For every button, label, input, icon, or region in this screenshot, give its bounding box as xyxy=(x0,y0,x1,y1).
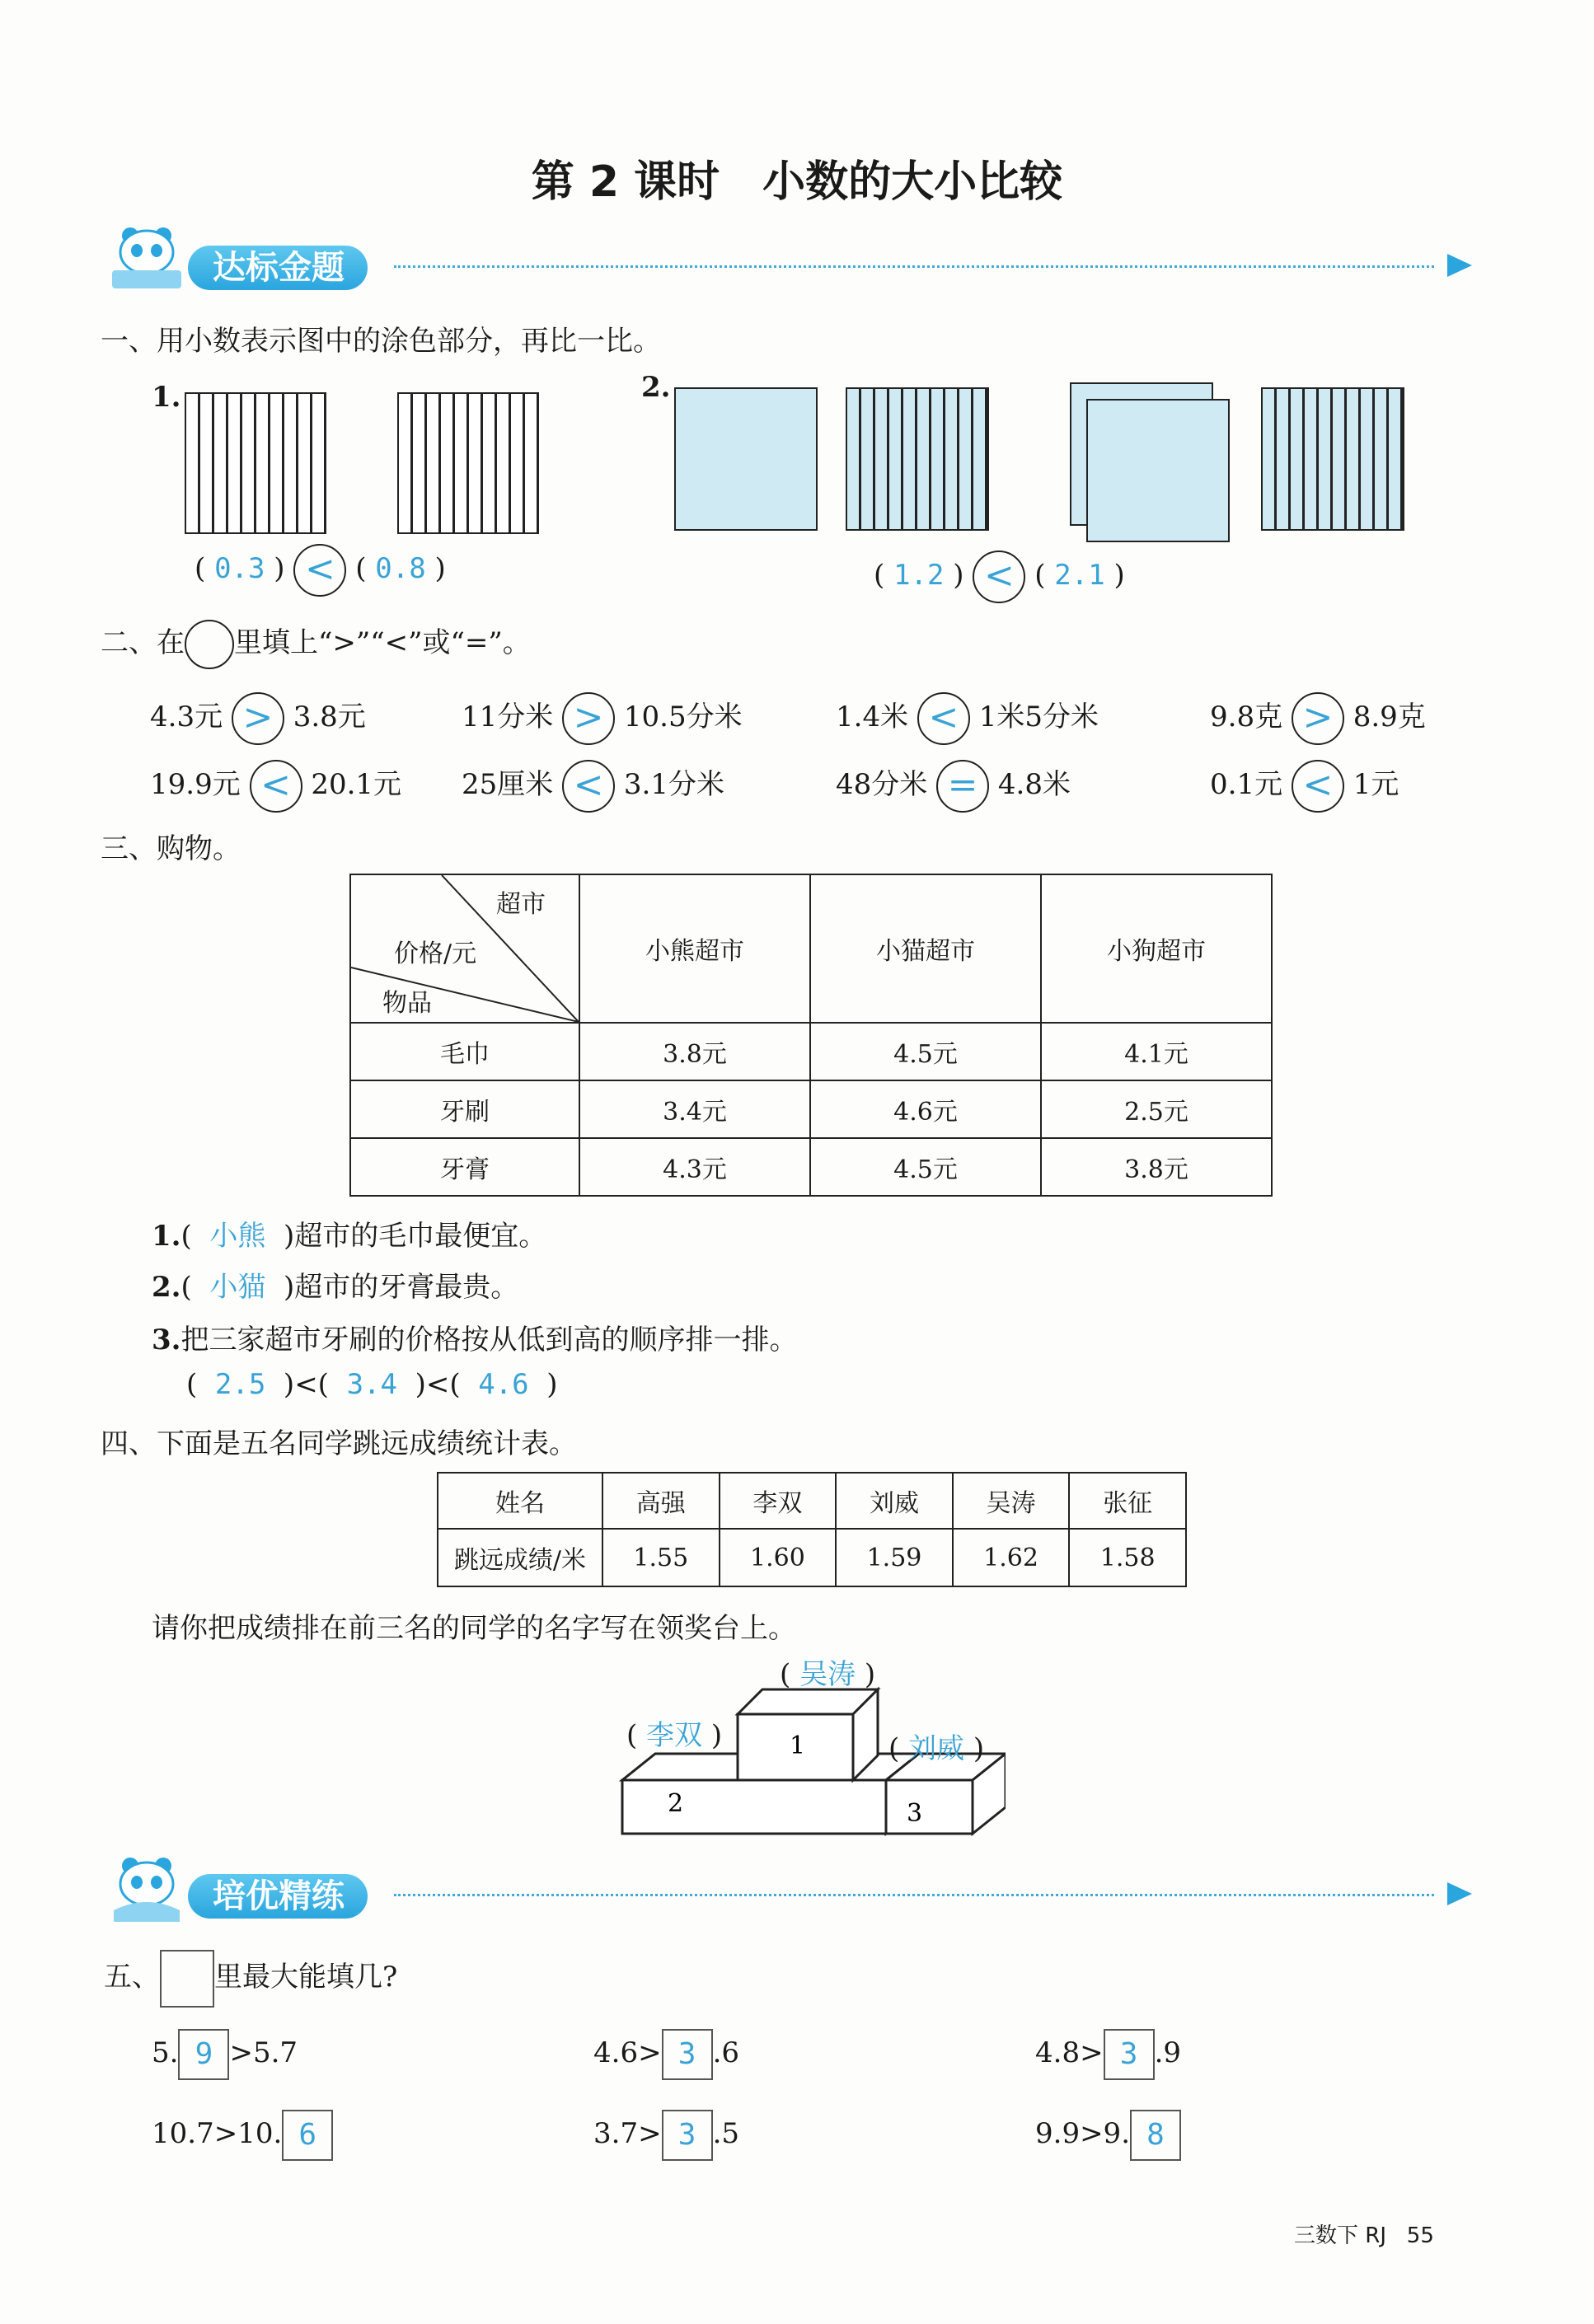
text: 超市的毛巾最便宜。 xyxy=(294,1220,547,1253)
answer-box: 3 xyxy=(662,2029,713,2080)
answer-circle: > xyxy=(562,692,615,745)
left: 1.4米 xyxy=(836,700,909,733)
left: 19.9元 xyxy=(150,768,241,801)
store-header: 小猫超市 xyxy=(810,874,1041,1023)
answer-circle: < xyxy=(250,760,302,813)
podium-instruction: 请你把成绩排在前三名的同学的名字写在领奖台上。 xyxy=(152,1612,796,1645)
answer-circle: > xyxy=(232,692,284,745)
answer: 小猫 xyxy=(209,1271,266,1304)
shaded-bars-0-1 xyxy=(1261,387,1404,531)
answer: 4.6 xyxy=(478,1368,529,1401)
podium-third: ( 刘威 ) xyxy=(888,1732,985,1765)
answer-box: 3 xyxy=(1104,2029,1155,2080)
fill-item xyxy=(1035,2029,1181,2080)
header-label: 姓名 xyxy=(438,1473,602,1529)
price-table xyxy=(349,874,1273,1197)
answer-box: 3 xyxy=(662,2110,713,2161)
item-cell: 牙膏 xyxy=(350,1138,579,1196)
right: 1米5分米 xyxy=(978,700,1099,733)
answer: 3.4 xyxy=(346,1368,397,1401)
num: 1. xyxy=(152,1220,181,1253)
right: 4.8米 xyxy=(997,768,1071,801)
left: 0.1元 xyxy=(1210,768,1283,801)
post: .6 xyxy=(712,2036,740,2069)
shaded-bars-0-2 xyxy=(846,387,989,531)
page-number: 55 xyxy=(1406,2223,1434,2248)
store-header: 小狗超市 xyxy=(1041,874,1272,1023)
heading-suffix: 里填上“>”“<”或“=”。 xyxy=(234,626,531,659)
full-square xyxy=(674,387,818,531)
podium-number-3: 3 xyxy=(907,1799,923,1828)
name-cell: 吴涛 xyxy=(953,1473,1070,1529)
empty-circle xyxy=(185,620,234,669)
score-cell: 1.58 xyxy=(1069,1529,1186,1586)
price-cell: 4.5元 xyxy=(810,1023,1041,1080)
name-cell: 张征 xyxy=(1069,1473,1186,1529)
answer-box: 9 xyxy=(178,2029,229,2080)
price-cell: 2.5元 xyxy=(1041,1080,1272,1138)
heading-prefix: 五、 xyxy=(104,1961,160,1994)
answer: 0.8 xyxy=(375,552,426,585)
answer: 2.1 xyxy=(1054,559,1105,592)
price-cell: 4.6元 xyxy=(810,1080,1041,1138)
left: 11分米 xyxy=(462,700,554,733)
answer-circle: = xyxy=(936,760,989,813)
question-2-heading xyxy=(101,620,531,669)
empty-box xyxy=(160,1950,214,2008)
sub-question-2: 2.( 小猫 )超市的牙膏最贵。 xyxy=(152,1271,519,1304)
heading-suffix: 里最大能填几? xyxy=(214,1961,398,1994)
question-3-heading: 三、购物。 xyxy=(101,832,241,865)
panda-icon xyxy=(105,1853,188,1922)
corner-cell xyxy=(350,874,579,1023)
answer: 0.3 xyxy=(214,552,265,585)
podium-number-1: 1 xyxy=(790,1731,806,1760)
price-cell: 3.8元 xyxy=(1041,1138,1272,1196)
corner-top: 超市 xyxy=(496,890,546,919)
price-cell: 3.4元 xyxy=(579,1080,810,1138)
name-cell: 李双 xyxy=(720,1473,837,1529)
price-cell: 4.3元 xyxy=(579,1138,810,1196)
answer-box: 8 xyxy=(1130,2110,1181,2161)
num: 2. xyxy=(152,1271,181,1304)
corner-bottom: 物品 xyxy=(382,989,432,1018)
page-footer xyxy=(1294,2219,1434,2249)
right: 8.9克 xyxy=(1353,700,1426,733)
question-5-heading xyxy=(104,1950,397,2008)
problem-number: 1. xyxy=(152,381,181,414)
answer-box: 6 xyxy=(282,2110,333,2161)
post: .9 xyxy=(1154,2036,1182,2069)
section-banner-2: 培优精练 xyxy=(188,1874,368,1919)
score-cell: 1.59 xyxy=(836,1529,953,1586)
item-cell: 毛巾 xyxy=(350,1023,579,1080)
answer-circle: < xyxy=(973,551,1025,603)
text: 超市的牙膏最贵。 xyxy=(294,1271,519,1304)
corner-mid: 价格/元 xyxy=(394,939,477,968)
num: 3. xyxy=(152,1324,181,1356)
arrow-right-icon xyxy=(1447,1882,1472,1905)
section-banner-1: 达标金题 xyxy=(188,246,368,290)
store-header: 小熊超市 xyxy=(579,874,810,1023)
pre: 4.6> xyxy=(593,2036,662,2069)
price-cell: 4.5元 xyxy=(810,1138,1041,1196)
problem-number: 2. xyxy=(641,371,671,404)
pre: 4.8> xyxy=(1035,2036,1104,2069)
score-cell: 1.60 xyxy=(720,1529,837,1586)
post: .5 xyxy=(712,2117,740,2150)
question-4-heading: 四、下面是五名同学跳远成绩统计表。 xyxy=(101,1427,577,1460)
answer: 小熊 xyxy=(209,1220,266,1253)
shaded-bars-0-3 xyxy=(185,392,326,534)
item-cell: 牙刷 xyxy=(350,1080,579,1138)
fill-item xyxy=(1035,2110,1181,2161)
answer-circle: > xyxy=(1292,692,1344,745)
pre: 5. xyxy=(152,2036,179,2069)
left: 9.8克 xyxy=(1210,700,1283,733)
answer-circle: < xyxy=(562,760,615,813)
right: 10.5分米 xyxy=(623,700,743,733)
answer: 1.2 xyxy=(893,559,945,592)
text: 把三家超市牙刷的价格按从低到高的顺序排一排。 xyxy=(180,1324,798,1356)
heading-prefix: 二、在 xyxy=(101,626,185,659)
answer-circle: < xyxy=(917,692,970,745)
compare-row-2 xyxy=(150,760,1485,818)
price-cell: 4.1元 xyxy=(1041,1023,1272,1080)
sub-question-1: 1.( 小熊 )超市的毛巾最便宜。 xyxy=(152,1220,547,1253)
answer: 刘威 xyxy=(908,1732,965,1765)
comparison-2: ( 1.2 ) < ( 2.1 ) xyxy=(874,551,1125,603)
divider xyxy=(394,1894,1434,1896)
compare-row-1 xyxy=(150,692,1485,750)
score-cell: 1.55 xyxy=(602,1529,720,1586)
right: 20.1元 xyxy=(311,768,402,801)
answer-circle: < xyxy=(1292,760,1344,813)
answer: 吴涛 xyxy=(799,1658,856,1691)
left: 4.3元 xyxy=(150,700,223,733)
post: >5.7 xyxy=(229,2036,298,2069)
price-cell: 3.8元 xyxy=(579,1023,810,1080)
full-square-front xyxy=(1086,399,1230,542)
question-1-heading: 一、用小数表示图中的涂色部分，再比一比。 xyxy=(101,325,661,358)
fill-item xyxy=(152,2029,298,2080)
left: 48分米 xyxy=(836,768,928,801)
fill-item xyxy=(593,2029,739,2080)
arrow-right-icon xyxy=(1447,254,1472,277)
pre: 10.7>10. xyxy=(152,2117,283,2150)
answer: 李双 xyxy=(646,1719,703,1752)
panda-icon xyxy=(105,223,188,292)
divider xyxy=(394,265,1434,268)
pre: 9.9>9. xyxy=(1035,2117,1130,2150)
row-label: 跳远成绩/米 xyxy=(438,1529,602,1586)
page-title: 第 2 课时 小数的大小比较 xyxy=(531,157,1063,207)
answer: 2.5 xyxy=(214,1368,266,1401)
fill-item xyxy=(593,2110,739,2161)
fill-item xyxy=(152,2110,333,2161)
name-cell: 刘威 xyxy=(836,1473,953,1529)
name-cell: 高强 xyxy=(602,1473,720,1529)
score-table xyxy=(437,1472,1187,1587)
score-cell: 1.62 xyxy=(953,1529,1070,1586)
podium-number-2: 2 xyxy=(668,1789,684,1818)
order-answer: ( 2.5 )<( 3.4 )<( 4.6 ) xyxy=(186,1368,558,1401)
sub-question-3 xyxy=(152,1317,798,1357)
right: 1元 xyxy=(1353,768,1399,801)
comparison-1: ( 0.3 ) < ( 0.8 ) xyxy=(195,544,446,597)
podium-first: ( 吴涛 ) xyxy=(780,1658,876,1691)
podium-second: ( 李双 ) xyxy=(626,1719,723,1752)
right: 3.1分米 xyxy=(623,768,724,801)
answer-circle: < xyxy=(293,544,346,597)
right: 3.8元 xyxy=(293,700,366,733)
shaded-bars-0-8 xyxy=(397,392,539,534)
left: 25厘米 xyxy=(462,768,554,801)
pre: 3.7> xyxy=(593,2117,662,2150)
book-label: 三数下 RJ xyxy=(1294,2223,1386,2248)
